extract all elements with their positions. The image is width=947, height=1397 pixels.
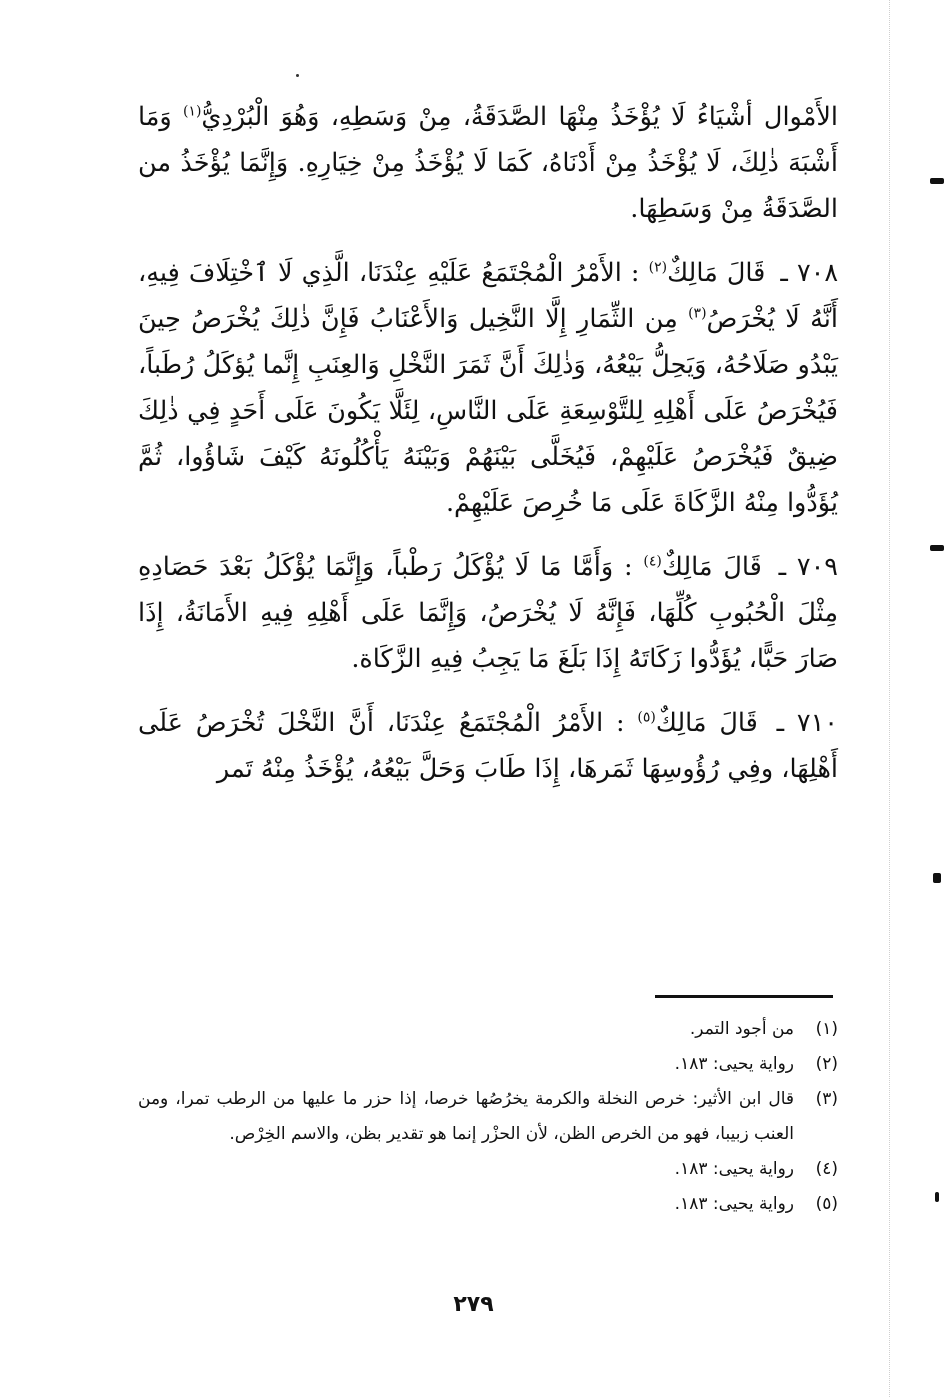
footnote-number: (١) (815, 1019, 838, 1039)
main-text-body (138, 94, 838, 810)
footnotes (138, 1012, 838, 1222)
paragraph (138, 544, 838, 682)
paragraph (138, 250, 838, 526)
margin-mark (930, 178, 944, 184)
paragraph (138, 700, 838, 792)
paragraph-text: قَالَ مَالِكٌ (661, 552, 762, 582)
footnote-text: رواية يحيى: ١٨٣. (674, 1194, 794, 1214)
footnote-text: رواية يحيى: ١٨٣. (674, 1054, 794, 1074)
footnote (138, 1187, 838, 1222)
paragraph-number: ٧١٠ ـ (776, 708, 838, 738)
margin-mark (930, 545, 944, 551)
footnote-reference[interactable]: (٥) (637, 709, 656, 726)
footnote-reference[interactable]: (١) (182, 103, 202, 120)
page-fold-line (889, 0, 890, 1397)
margin-mark (935, 1192, 939, 1202)
paragraph-text: قَالَ مَالِكٌ (655, 708, 758, 738)
paragraph-text: : الأَمْرُ الْمُجْتَمَعُ عِنْدَنَا، أَنَّ النَّخْلَ تُخْرَصُ عَلَى أَهْلِهَا، وفِي رُؤُوسِهَا ثَمَرهَا، إِذَا طَابَ وَحَلَّ بَيْعُهُ، يُؤْخَذُ مِنْهُ تَمر (138, 708, 838, 784)
footnote-number: (٣) (815, 1089, 838, 1109)
footnote-reference[interactable]: (٣) (688, 305, 707, 322)
footnote-text: رواية يحيى: ١٨٣. (674, 1159, 794, 1179)
footnote-reference[interactable]: (٤) (643, 553, 662, 570)
footnote-number: (٤) (815, 1159, 838, 1179)
footnote (138, 1152, 838, 1187)
footnote (138, 1012, 838, 1047)
footnote-text: قال ابن الأثير: خرص النخلة والكرمة يخرُصُها خرصا، إذا حزر ما عليها من الرطب تمرا، ومن العنب زبيبا، فهو من الخرص الظن، لأن الحزْر إنما هو تقدير بظن، والاسم الخِرْص. (138, 1089, 794, 1144)
footnote (138, 1082, 838, 1152)
footnote-text: من أجود التمر. (689, 1019, 794, 1039)
paragraph-text: مِن الثِّمَارِ إِلَّا النَّخِيل وَالأَعْنَابُ فَإِنَّ ذٰلِكَ يُخْرَصُ حِينَ يَبْدُو صَلَاحُهُ، وَيَحِلُّ بَيْعُهُ، وَذٰلِكَ أَنَّ ثَمَرَ النَّخْلِ وَالعِنَبِ إِنَّما يُؤكَلُ رُطَباً، فَيُخْرَصُ عَلَى أَهْلِهِ لِلتَّوْسِعَةِ عَلَى النَّاسِ، لِئَلَّا يَكُونَ عَلَى أَحَدٍ فِي ذٰلِكَ ضِيقٌ فَيُخْرَصُ عَلَيْهِمْ، فَيُخَلَّى بَيْنَهُمْ وَبَيْنَهُ يَأْكُلُونَهُ كَيْفَ شَاؤُوا، ثُمَّ يُؤَدُّوا مِنْهُ الزَّكَاةَ عَلَى مَا خُرِصَ عَلَيْهِمْ. (138, 304, 838, 518)
paragraph-text: قَالَ مَالِكٌ (667, 258, 766, 288)
ink-dot (296, 74, 299, 77)
paragraph-number: ٧٠٩ ـ (778, 552, 838, 582)
footnote-number: (٥) (815, 1194, 838, 1214)
footnote-separator (655, 995, 833, 998)
paragraph-text: وَمَا أَشْبَهَ ذٰلِكَ، لَا يُؤْخَذُ مِنْ أَدْنَاهُ، كَمَا لَا يُؤْخَذُ مِنْ خِيَارِهِ. وَإِنَّمَا يُؤْخَذُ من الصَّدَقَةُ مِنْ وَسَطِهَا. (138, 102, 838, 224)
paragraph (138, 94, 838, 232)
footnote-reference[interactable]: (٢) (648, 259, 668, 276)
paragraph-text: الأَمْوال أشْيَاءُ لَا يُؤْخَذُ مِنْهَا الصَّدَقَةُ، مِنْ وَسَطِهِ، وَهُوَ الْبُرْدِيُّ (201, 102, 838, 132)
paragraph-number: ٧٠٨ ـ (780, 258, 839, 288)
footnote-number: (٢) (815, 1054, 838, 1074)
page-number: ٢٧٩ (453, 1292, 494, 1317)
paragraph-text: : وَأَمَّا مَا لَا يُؤْكَلُ رَطْباً، وَإِنَّمَا يُؤْكَلُ بَعْدَ حَصَادِهِ مِثْلَ الْحُبُوبِ كُلِّهَا، فَإِنَّهُ لَا يُخْرَصُ، وَإِنَّمَا عَلَى أَهْلِهِ فِيهِ الأَمَانَةُ، إِذَا صَارَ حَبًّا، يُؤَدُّوا زَكَاتَهُ إِذَا بَلَغَ مَا يَجِبُ فِيهِ الزَّكَاة. (138, 552, 838, 674)
paragraph-text: : الأَمْرُ الْمُجْتَمَعُ عَلَيْهِ عِنْدَنَا، الَّذِي لَا ٱخْتِلَافَ فِيهِ، أَنَّهُ لَا يُخْرَصُ (138, 258, 838, 334)
margin-mark (933, 873, 941, 883)
footnote (138, 1047, 838, 1082)
